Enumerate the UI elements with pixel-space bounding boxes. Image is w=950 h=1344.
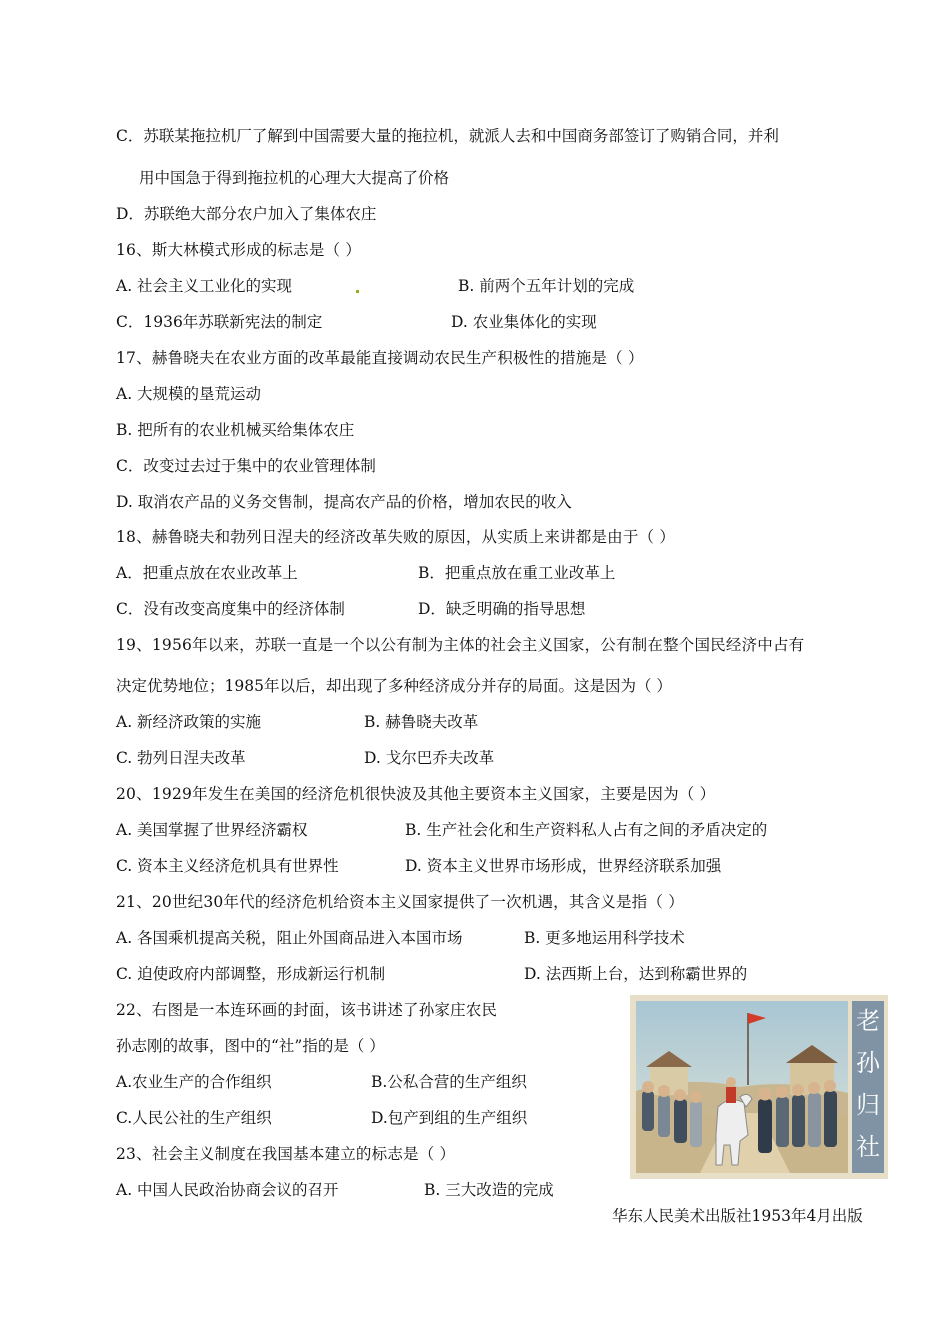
stray-dot — [356, 290, 359, 293]
q22-stem-line1: 22、右图是一本连环画的封面，该书讲述了孙家庄农民 — [116, 1001, 498, 1019]
cover-title-char: 老 — [856, 1007, 880, 1035]
q21-option-b: B. 更多地运用科学技术 — [524, 929, 685, 947]
q16-option-a: A. 社会主义工业化的实现 — [116, 277, 293, 295]
q21-option-d: D. 法西斯上台，达到称霸世界的 — [524, 965, 748, 983]
q23-stem: 23、社会主义制度在我国基本建立的标志是（ ） — [116, 1145, 456, 1163]
q17-stem: 17、赫鲁晓夫在农业方面的改革最能直接调动农民生产积极性的措施是（ ） — [116, 349, 644, 367]
q23-option-a: A. 中国人民政治协商会议的召开 — [116, 1181, 339, 1199]
comic-cover-illustration — [630, 995, 888, 1179]
q22-option-b: B.公私合营的生产组织 — [371, 1073, 527, 1091]
q17-option-b: B. 把所有的农业机械买给集体农庄 — [116, 421, 355, 439]
q21-option-c: C. 迫使政府内部调整，形成新运行机制 — [116, 965, 386, 983]
q22-option-d: D.包产到组的生产组织 — [371, 1109, 528, 1127]
q21-stem: 21、20世纪30年代的经济危机给资本主义国家提供了一次机遇，其含义是指（ ） — [116, 893, 684, 911]
comic-cover-image — [630, 995, 888, 1179]
q20-option-b: B. 生产社会化和生产资料私人占有之间的矛盾决定的 — [405, 821, 768, 839]
q19-stem-line2: 决定优势地位；1985年以后，却出现了多种经济成分并存的局面。这是因为（ ） — [116, 677, 672, 695]
q17-option-a: A. 大规模的垦荒运动 — [116, 385, 262, 403]
cover-title-char: 孙 — [856, 1049, 880, 1077]
q19-option-c: C. 勃列日涅夫改革 — [116, 749, 246, 767]
q16-option-c: C．1936年苏联新宪法的制定 — [116, 313, 323, 331]
q19-option-a: A. 新经济政策的实施 — [116, 713, 262, 731]
q18-option-b: B．把重点放在重工业改革上 — [418, 564, 616, 582]
q18-option-c: C．没有改变高度集中的经济体制 — [116, 600, 345, 618]
q22-stem-line2: 孙志刚的故事，图中的“社”指的是（ ） — [116, 1037, 385, 1055]
q17-option-d: D. 取消农产品的义务交售制，提高农产品的价格，增加农民的收入 — [116, 493, 572, 511]
cover-title-char: 归 — [856, 1091, 880, 1119]
figure-caption: 华东人民美术出版社1953年4月出版 — [612, 1207, 863, 1225]
q20-option-a: A. 美国掌握了世界经济霸权 — [116, 821, 308, 839]
q20-stem: 20、1929年发生在美国的经济危机很快波及其他主要资本主义国家，主要是因为（ ） — [116, 785, 716, 803]
q18-stem: 18、赫鲁晓夫和勃列日涅夫的经济改革失败的原因，从实质上来讲都是由于（ ） — [116, 528, 676, 546]
q16-stem: 16、斯大林模式形成的标志是（ ） — [116, 241, 362, 259]
q16-option-d: D. 农业集体化的实现 — [451, 313, 597, 331]
q15-option-c-line1: C．苏联某拖拉机厂了解到中国需要大量的拖拉机，就派人去和中国商务部签订了购销合同，并利 — [116, 127, 779, 145]
q15-option-c-line2: 用中国急于得到拖拉机的心理大大提高了价格 — [139, 169, 450, 187]
q19-option-d: D. 戈尔巴乔夫改革 — [364, 749, 495, 767]
q20-option-c: C. 资本主义经济危机具有世界性 — [116, 857, 339, 875]
q18-option-a: A．把重点放在农业改革上 — [116, 564, 298, 582]
q17-option-c: C．改变过去过于集中的农业管理体制 — [116, 457, 376, 475]
q19-stem-line1: 19、1956年以来，苏联一直是一个以公有制为主体的社会主义国家，公有制在整个国民经济中占有 — [116, 636, 805, 654]
q22-option-c: C.人民公社的生产组织 — [116, 1109, 272, 1127]
q23-option-b: B. 三大改造的完成 — [424, 1181, 554, 1199]
q18-option-d: D．缺乏明确的指导思想 — [418, 600, 586, 618]
q22-option-a: A.农业生产的合作组织 — [116, 1073, 272, 1091]
q20-option-d: D. 资本主义世界市场形成，世界经济联系加强 — [405, 857, 722, 875]
q19-option-b: B. 赫鲁晓夫改革 — [364, 713, 479, 731]
q21-option-a: A. 各国乘机提高关税，阻止外国商品进入本国市场 — [116, 929, 463, 947]
q16-option-b: B. 前两个五年计划的完成 — [458, 277, 635, 295]
cover-title-char: 社 — [856, 1133, 880, 1161]
q15-option-d: D．苏联绝大部分农户加入了集体农庄 — [116, 205, 377, 223]
